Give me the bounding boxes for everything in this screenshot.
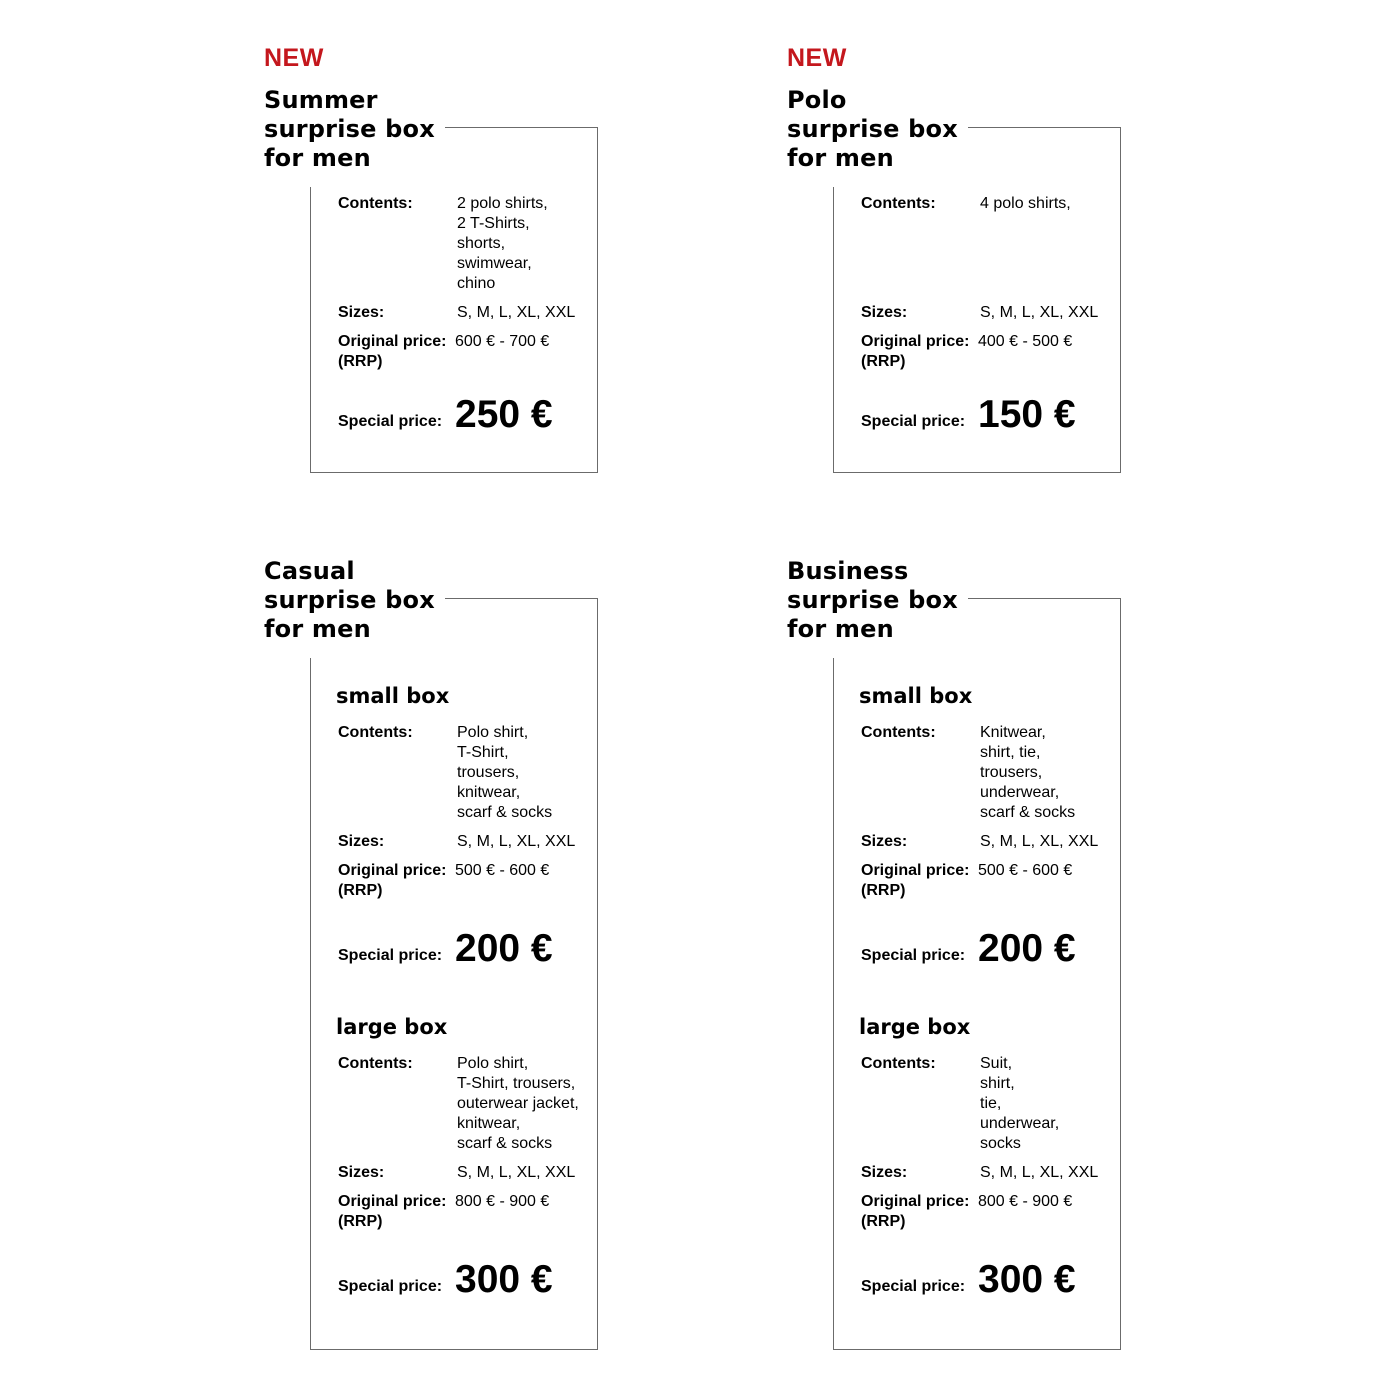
card-title: Casual surprise box for men xyxy=(264,557,435,643)
special-price-value: 300 € xyxy=(455,1258,553,1301)
frame-right-line xyxy=(1120,127,1121,473)
large-box-title: large box xyxy=(859,1015,971,1039)
contents-list: Suit, shirt, tie, underwear, socks xyxy=(980,1055,1060,1152)
small-box-title: small box xyxy=(859,684,973,708)
special-price-value: 150 € xyxy=(978,393,1076,436)
contents-list: 2 polo shirts, 2 T-Shirts, shorts, swimwear, chino xyxy=(457,195,548,292)
frame-left-line xyxy=(833,187,834,473)
frame-top-line xyxy=(445,127,598,128)
special-price-label: Special price: xyxy=(861,1278,966,1295)
new-badge: NEW xyxy=(264,44,324,72)
frame-left-line xyxy=(833,658,834,1350)
frame-right-line xyxy=(597,598,598,1350)
special-price-value: 200 € xyxy=(455,927,553,970)
special-price-label: Special price: xyxy=(861,947,966,964)
frame-bottom-line xyxy=(310,472,598,473)
large-box-title: large box xyxy=(336,1015,448,1039)
frame-top-line xyxy=(968,598,1121,599)
polo-box-card: NEW Polo surprise box for men Contents: 4 polo shirts, Sizes: S, M, L, XL, XXL Original price: (RRP) 400 € - 500 € Special price: 150 € xyxy=(787,44,1147,484)
summer-box-card: NEW Summer surprise box for men Contents: 2 polo shirts, 2 T-Shirts, shorts, swimwear, chino Sizes: S, M, L, XL, XXL Original price: (RRP) 600 € - 700 € Special price: 250 € xyxy=(264,44,624,484)
card-title: Polo surprise box for men xyxy=(787,86,958,172)
special-price-value: 250 € xyxy=(455,393,553,436)
contents-list: Polo shirt, T-Shirt, trousers, knitwear, scarf & socks xyxy=(457,724,553,821)
frame-bottom-line xyxy=(310,1349,598,1350)
frame-right-line xyxy=(1120,598,1121,1350)
frame-right-line xyxy=(597,127,598,473)
contents-list: Knitwear, shirt, tie, trousers, underwear, scarf & socks xyxy=(980,724,1076,821)
special-price-label: Special price: xyxy=(338,1278,443,1295)
small-box-title: small box xyxy=(336,684,450,708)
contents-list: 4 polo shirts, xyxy=(980,195,1071,212)
special-price-label: Special price: xyxy=(338,413,443,430)
business-box-card: Business surprise box for men small box Contents: Knitwear, shirt, tie, trousers, underwear, scarf & socks Sizes: S, M, L, XL, XXL Original price: (RRP) 500 € - 600 € Special price: 200 € large box Contents: Suit, shirt, tie, underwear, socks Sizes: S, M, L, XL, XXL Original price: (RRP) 800 € - 900 € Special price: 300 € xyxy=(787,557,1147,1357)
frame-top-line xyxy=(968,127,1121,128)
card-title: Business surprise box for men xyxy=(787,557,958,643)
frame-left-line xyxy=(310,187,311,473)
frame-left-line xyxy=(310,658,311,1350)
card-title: Summer surprise box for men xyxy=(264,86,435,172)
contents-list: Polo shirt, T-Shirt, trousers, outerwear jacket, knitwear, scarf & socks xyxy=(457,1055,579,1152)
frame-bottom-line xyxy=(833,1349,1121,1350)
special-price-value: 200 € xyxy=(978,927,1076,970)
new-badge: NEW xyxy=(787,44,847,72)
special-price-value: 300 € xyxy=(978,1258,1076,1301)
special-price-label: Special price: xyxy=(861,413,966,430)
frame-top-line xyxy=(445,598,598,599)
frame-bottom-line xyxy=(833,472,1121,473)
special-price-label: Special price: xyxy=(338,947,443,964)
casual-box-card: Casual surprise box for men small box Contents: Polo shirt, T-Shirt, trousers, knitwear, scarf & socks Sizes: S, M, L, XL, XXL Original price: (RRP) 500 € - 600 € Special price: 200 € large box Contents: Polo shirt, T-Shirt, trousers, outerwear jacket, knitwear, scarf & socks Sizes: S, M, L, XL, XXL Original price: (RRP) 800 € - 900 € Special price: 300 € xyxy=(264,557,624,1357)
